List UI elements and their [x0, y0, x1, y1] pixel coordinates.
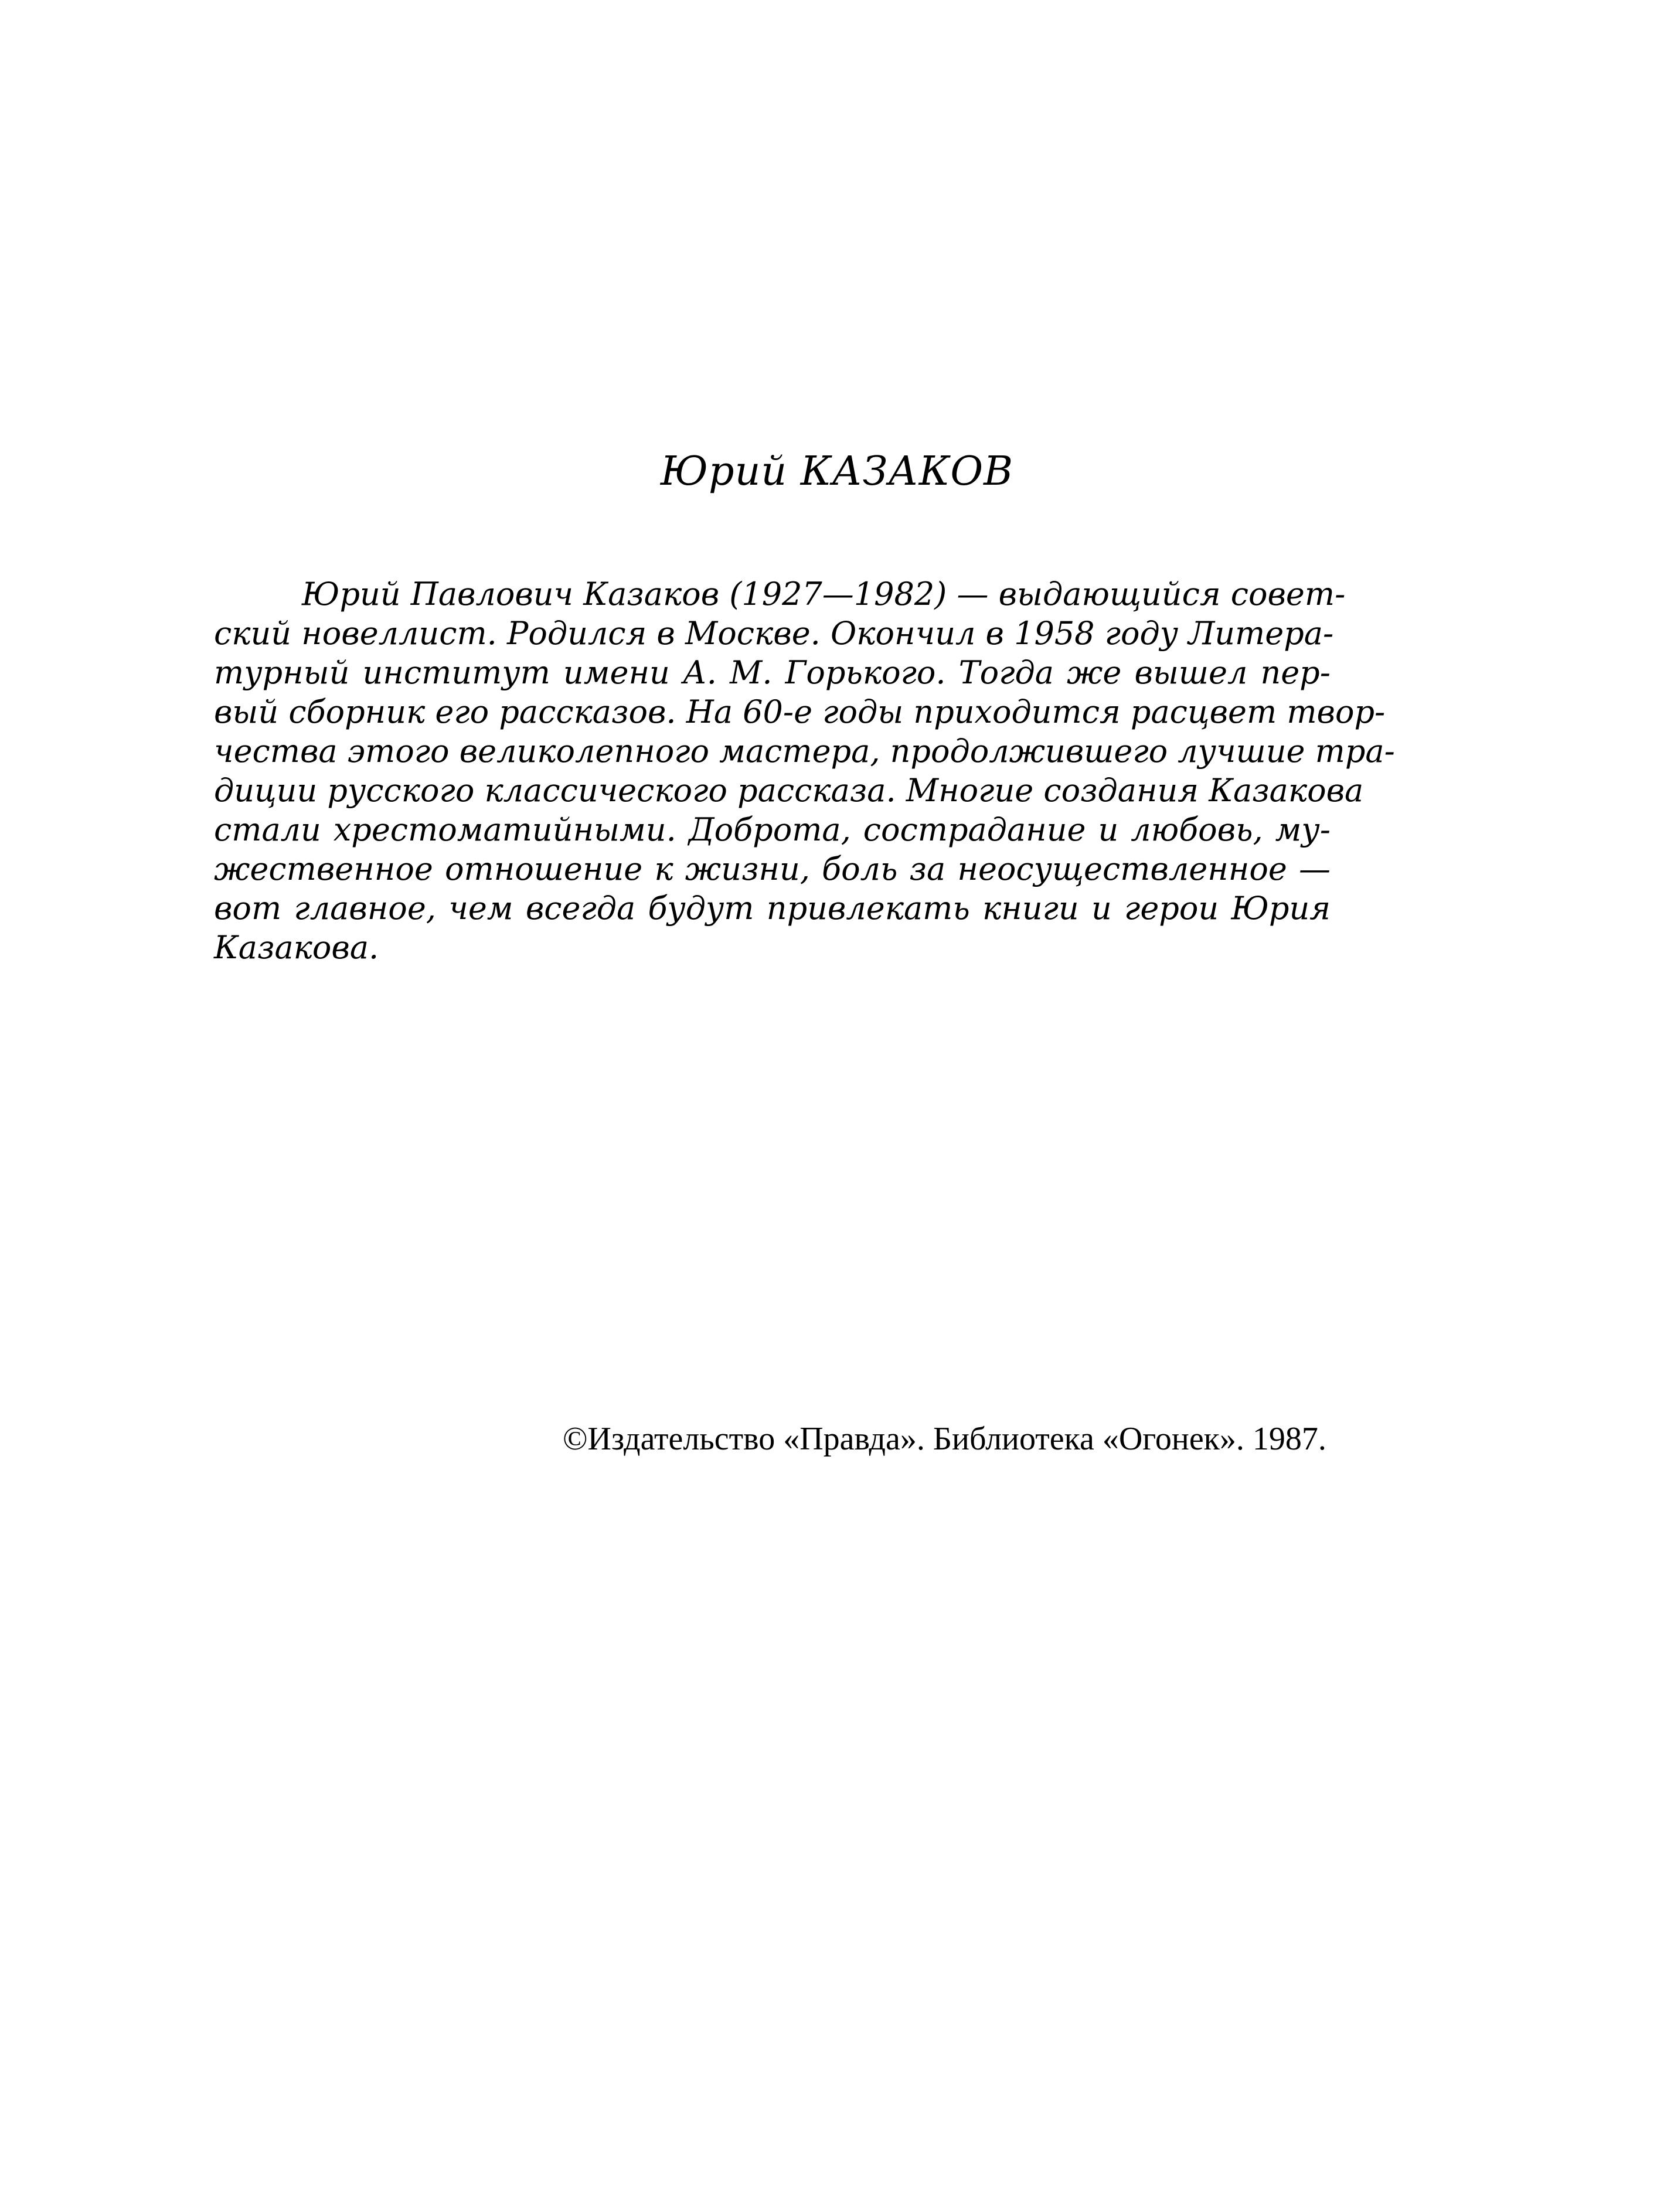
bio-line: Казакова.	[214, 929, 379, 966]
author-title: Юрий КАЗАКОВ	[660, 448, 1014, 495]
bio-line: вый сборник его рассказов. На 60-е годы приходится расцвет твор-	[214, 693, 1386, 730]
bio-line: Юрий Павлович Казаков (1927—1982) — выдающийся совет-	[302, 576, 1346, 612]
bio-line: диции русского классического рассказа. Многие создания Казакова	[214, 772, 1364, 809]
bio-line: чества этого великолепного мастера, продолжившего лучшие тра-	[214, 733, 1395, 770]
bio-line: вот главное, чем всегда будут привлекать книги и герои Юрия	[214, 890, 1331, 927]
copyright-notice: ©Издательство «Правда». Библиотека «Огонек». 1987.	[563, 1421, 1326, 1457]
bio-line: ский новеллист. Родился в Москве. Окончил в 1958 году Литера-	[214, 615, 1334, 652]
bio-line: турный институт имени А. М. Горького. Тогда же вышел пер-	[214, 654, 1331, 691]
bio-line: стали хрестоматийными. Доброта, сострадание и любовь, му-	[214, 811, 1331, 848]
author-biography	[214, 574, 1395, 967]
bio-line: жественное отношение к жизни, боль за неосуществленное —	[214, 850, 1331, 887]
